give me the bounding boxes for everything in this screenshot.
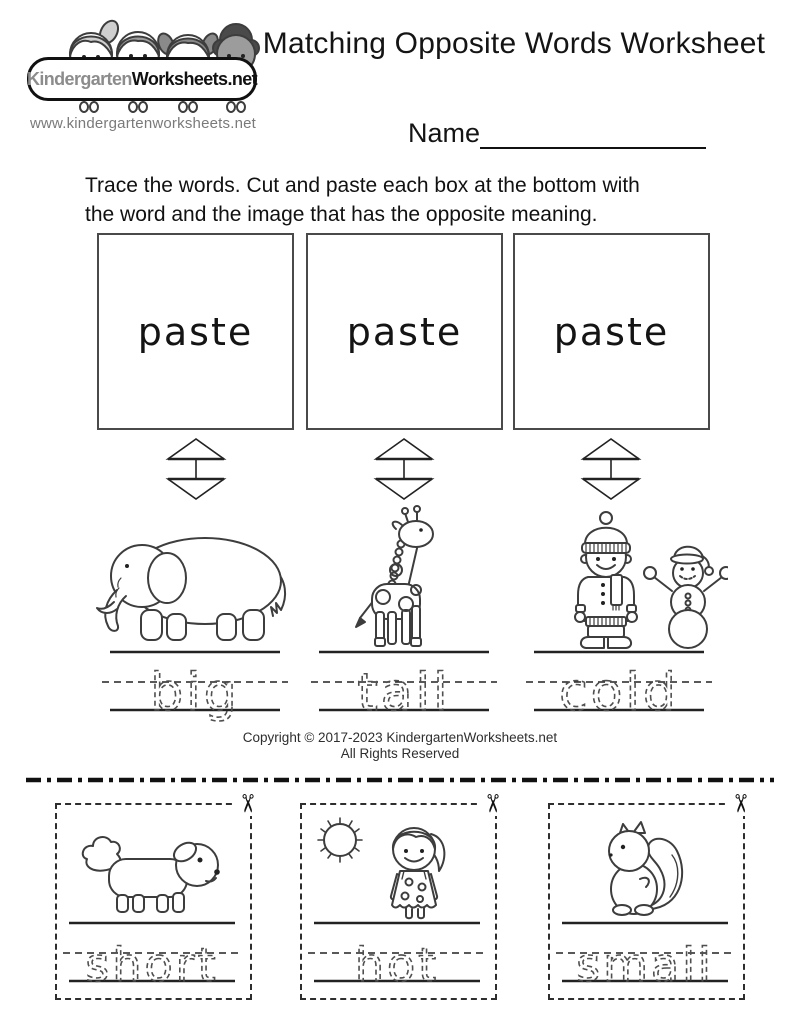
cutout-box-small: [548, 793, 756, 1000]
paste-label: paste: [137, 309, 254, 354]
svg-text:short: short: [85, 938, 219, 992]
girl-with-sun-image: [312, 813, 482, 923]
page-title: Matching Opposite Words Worksheet: [262, 27, 766, 60]
logo-banner: [27, 57, 257, 101]
cutout-box-short: [55, 793, 263, 1000]
paste-label: paste: [553, 309, 670, 354]
instructions-line2: the word and the image that has the opposite meaning.: [85, 203, 598, 226]
elephant-image: [93, 526, 293, 646]
copyright-notice: [0, 730, 800, 762]
paste-box-3: [513, 233, 710, 430]
scissors-icon: ✂: [726, 793, 756, 814]
squirrel-image: [592, 817, 696, 917]
name-label: Name: [408, 118, 481, 148]
svg-text:hot: hot: [354, 938, 440, 992]
name-blank-line: [480, 123, 706, 149]
double-arrow-icon: [162, 436, 230, 502]
cutout-box-hot: [300, 793, 508, 1000]
logo-text-kindergarten: Kindergarten: [26, 68, 132, 89]
double-arrow-icon: [370, 436, 438, 502]
rights-line: All Rights Reserved: [340, 746, 460, 761]
dog-image: [69, 823, 231, 917]
trace-word-tall: [319, 644, 489, 728]
instructions: [85, 171, 745, 229]
trace-word-small: [562, 915, 728, 995]
svg-text:cold: cold: [559, 663, 679, 723]
paste-box-2: [306, 233, 503, 430]
name-field: [408, 118, 706, 149]
trace-word-hot: [314, 915, 480, 995]
copyright-line: Copyright © 2017-2023 KindergartenWorksheets.net: [242, 730, 558, 745]
svg-text:tall: tall: [357, 663, 451, 723]
trace-word-cold: [534, 644, 704, 728]
instructions-line1: Trace the words. Cut and paste each box at the bottom with: [85, 174, 640, 197]
svg-text:small: small: [576, 938, 714, 992]
giraffe-image: [350, 504, 436, 652]
double-arrow-icon: [577, 436, 645, 502]
scissors-icon: ✂: [233, 793, 263, 814]
paste-box-1: [97, 233, 294, 430]
child-with-snowman-image: [566, 507, 728, 649]
site-logo: [25, 10, 261, 138]
svg-text:big: big: [150, 663, 240, 723]
cut-separator-line: [26, 775, 774, 785]
trace-word-short: [69, 915, 235, 995]
paste-label: paste: [346, 309, 463, 354]
trace-word-big: [110, 644, 280, 728]
scissors-icon: ✂: [478, 793, 508, 814]
logo-text-worksheets: Worksheets.net: [131, 68, 258, 89]
website-url: www.kindergartenworksheets.net: [29, 115, 257, 132]
